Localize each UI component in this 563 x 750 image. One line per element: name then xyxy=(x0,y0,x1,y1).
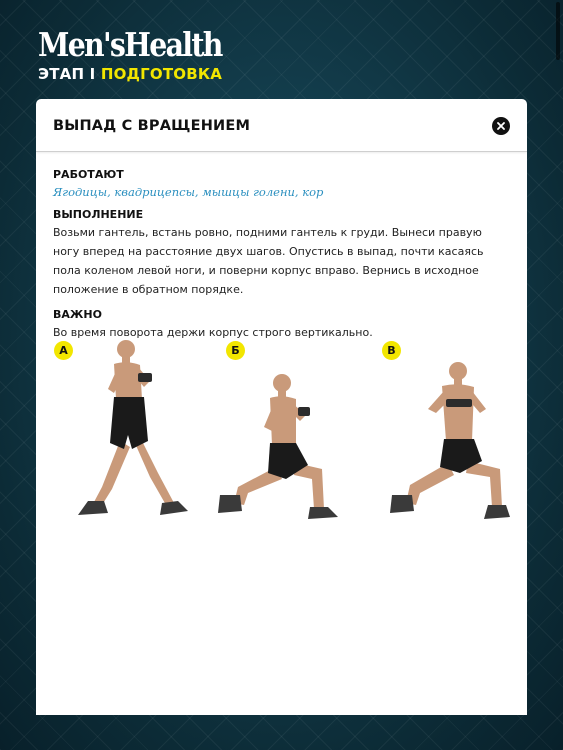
athlete-step-a-image xyxy=(54,337,194,523)
muscles-list: Ягодицы, квадрицепсы, мышцы голени, кор xyxy=(53,185,324,199)
important-text: Во время поворота держи корпус строго вертикально. xyxy=(53,326,373,339)
execution-text: Возьми гантель, встань ровно, подними гантель к груди. Вынеси правую ногу вперед на расстояние двух шагов. Опустись в выпад, почти касаясь пола коленом левой ноги, и поверни корпус вправо. Вернись в исходное положение в обратном порядке. xyxy=(53,226,484,296)
important-heading: ВАЖНО xyxy=(53,308,102,321)
muscles-heading: РАБОТАЮТ xyxy=(53,168,124,181)
exercise-steps xyxy=(36,335,527,535)
athlete-step-c-image xyxy=(370,337,510,523)
app-header xyxy=(38,25,252,83)
close-button[interactable] xyxy=(492,117,510,135)
step-badge-a: А xyxy=(54,341,73,360)
mens-health-logo: Men'sHealth xyxy=(38,25,222,64)
exercise-content xyxy=(36,152,527,342)
exercise-title: ВЫПАД С ВРАЩЕНИЕМ xyxy=(53,118,251,134)
athlete-step-b-image xyxy=(216,337,346,523)
exercise-card xyxy=(36,99,527,715)
stage-prefix: ЭТАП I xyxy=(38,65,96,83)
stage-title xyxy=(38,65,252,83)
step-badge-b: Б xyxy=(226,341,245,360)
stage-name: ПОДГОТОВКА xyxy=(100,65,223,83)
execution-heading: ВЫПОЛНЕНИЕ xyxy=(53,208,144,221)
scroll-indicator[interactable] xyxy=(556,2,560,60)
step-badge-c: В xyxy=(382,341,401,360)
card-header xyxy=(36,99,527,152)
close-icon xyxy=(497,122,505,130)
